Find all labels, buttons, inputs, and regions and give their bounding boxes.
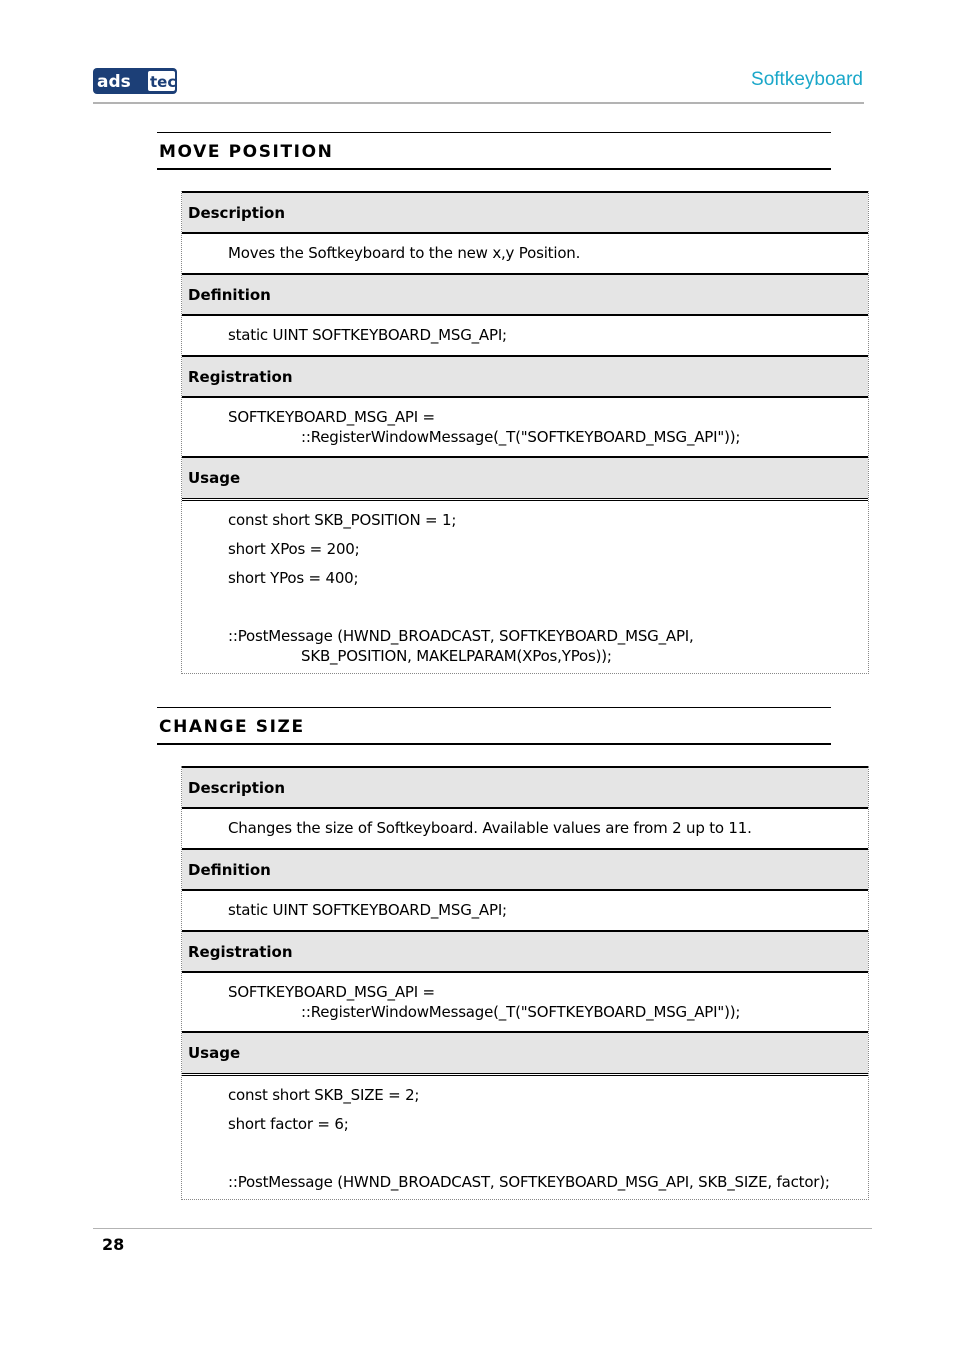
row-head-usage: Usage	[182, 456, 868, 498]
api-table-change-size	[181, 766, 869, 1200]
row-body-description: Changes the size of Softkeyboard. Available values are from 2 up to 11.	[182, 807, 868, 848]
header-title: Softkeyboard	[751, 69, 863, 90]
row-body-registration: SOFTKEYBOARD_MSG_API = ::RegisterWindowMessage(_T("SOFTKEYBOARD_MSG_API"));	[182, 396, 868, 456]
row-head-definition: Definition	[182, 848, 868, 889]
svg-text:tec: tec	[150, 73, 177, 91]
row-head-description: Description	[182, 191, 868, 232]
svg-text:ads: ads	[97, 72, 131, 92]
row-head-description: Description	[182, 766, 868, 807]
header-rule	[93, 102, 864, 104]
page-number: 28	[102, 1235, 125, 1254]
row-body-description: Moves the Softkeyboard to the new x,y Position.	[182, 232, 868, 273]
section-heading-text: CHANGE SIZE	[159, 717, 305, 737]
row-body-definition: static UINT SOFTKEYBOARD_MSG_API;	[182, 314, 868, 355]
api-table-move-position	[181, 191, 869, 674]
row-head-registration: Registration	[182, 930, 868, 971]
row-body-registration: SOFTKEYBOARD_MSG_API = ::RegisterWindowMessage(_T("SOFTKEYBOARD_MSG_API"));	[182, 971, 868, 1031]
row-body-definition: static UINT SOFTKEYBOARD_MSG_API;	[182, 889, 868, 930]
section-heading-move-position	[157, 132, 831, 170]
row-head-registration: Registration	[182, 355, 868, 396]
row-head-definition: Definition	[182, 273, 868, 314]
adstec-logo	[93, 68, 177, 94]
footer-rule	[93, 1228, 872, 1229]
section-heading-change-size	[157, 707, 831, 745]
row-body-usage: const short SKB_POSITION = 1; short XPos = 200; short YPos = 400; ::PostMessage (HWND_BROADCAST, SOFTKEYBOARD_MSG_API, SKB_POSITION, MAKELPARAM(XPos,YPos));	[182, 498, 868, 673]
row-head-usage: Usage	[182, 1031, 868, 1073]
row-body-usage: const short SKB_SIZE = 2; short factor = 6; ::PostMessage (HWND_BROADCAST, SOFTKEYBOARD_MSG_API, SKB_SIZE, factor);	[182, 1073, 868, 1199]
section-heading-text: MOVE POSITION	[159, 142, 334, 162]
